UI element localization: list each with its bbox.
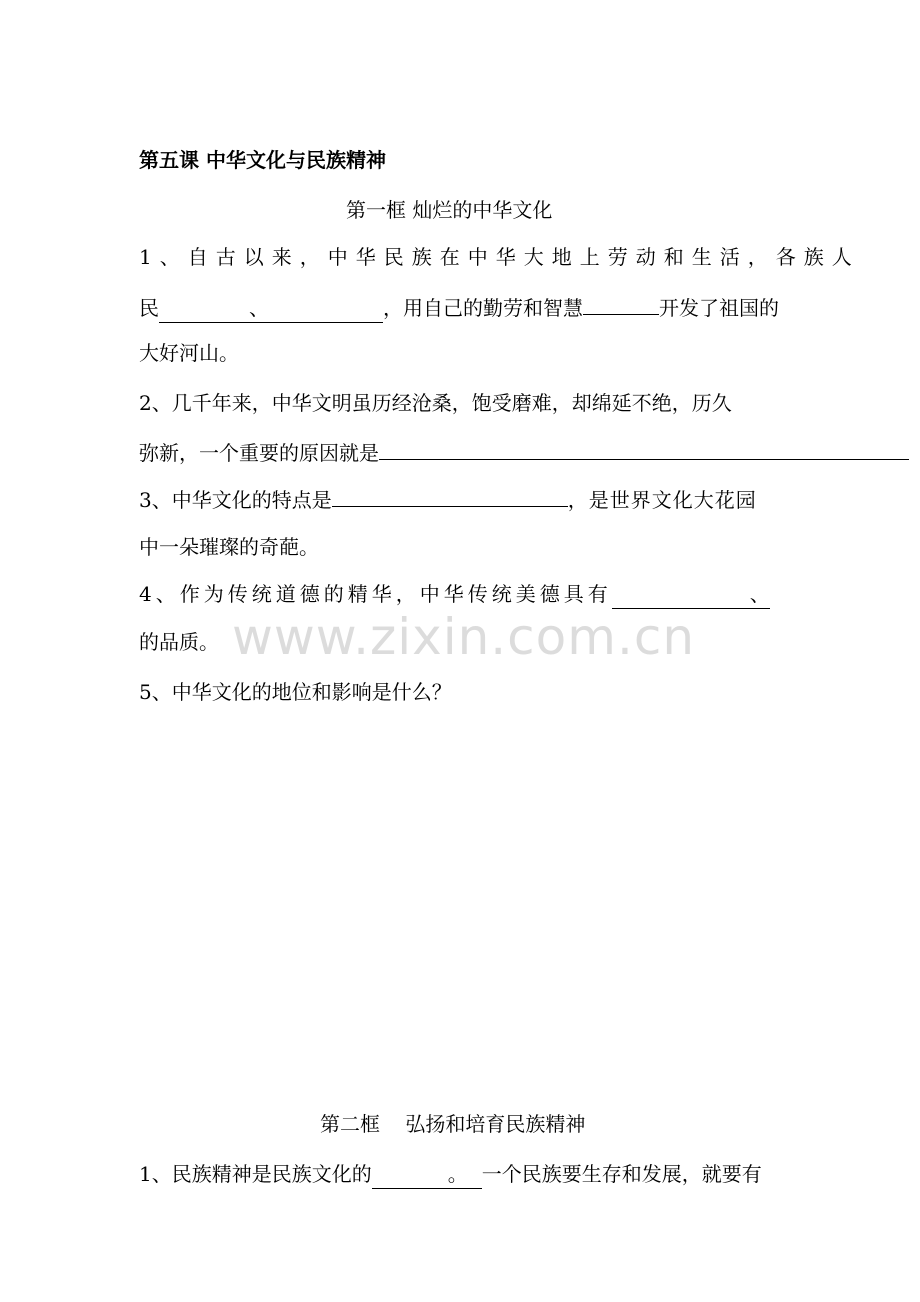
q3-text-b: ，是世界文化大花园 (567, 488, 757, 512)
s2q1-text-c: 一个民族要生存和发展，就要有 (481, 1162, 762, 1186)
section1-title: 第一框 灿烂的中华文化 (346, 198, 553, 222)
q1-text-a: 民 (139, 296, 159, 320)
q4-line1 (139, 580, 770, 609)
blank-input[interactable] (379, 437, 909, 460)
q5: 5、中华文化的地位和影响是什么？ (139, 680, 452, 704)
q1-line2 (139, 292, 779, 323)
q3-line1 (139, 484, 757, 514)
s2q1-line1 (139, 1160, 762, 1189)
blank-input[interactable] (159, 294, 383, 323)
q3-line2: 中一朵璀璨的奇葩。 (139, 535, 319, 559)
q1-separator: 、 (249, 296, 269, 320)
blank-input[interactable] (372, 1160, 482, 1189)
q1-line3: 大好河山。 (139, 341, 239, 365)
q3-text-a: 3、中华文化的特点是 (139, 488, 332, 512)
q2-text: 弥新，一个重要的原因就是 (139, 441, 379, 465)
s2q1-text-a: 1、民族精神是民族文化的 (139, 1162, 372, 1186)
section2-title: 第二框 弘扬和培育民族精神 (320, 1112, 586, 1136)
q4-text-a: 4、作为传统道德的精华，中华传统美德具有 (139, 582, 612, 606)
q2-line2 (139, 437, 909, 467)
q1-text-c: 开发了祖国的 (659, 296, 779, 320)
lesson-title: 第五课 中华文化与民族精神 (139, 148, 386, 172)
s2q1-period: 。 (447, 1162, 468, 1186)
q4-line2: 的品质。 (139, 630, 219, 654)
blank-input[interactable] (332, 484, 568, 507)
q1-line1: 1、自古以来，中华民族在中华大地上劳动和生活，各族人 (139, 245, 860, 269)
q1-text-b: ，用自己的勤劳和智慧 (383, 296, 583, 320)
blank-input[interactable] (583, 292, 659, 315)
watermark: www.zixin.com.cn (232, 608, 696, 666)
blank-input[interactable] (612, 580, 770, 609)
q2-line1: 2、几千年来，中华文明虽历经沧桑，饱受磨难，却绵延不绝，历久 (139, 391, 732, 415)
q4-separator: 、 (749, 582, 770, 606)
